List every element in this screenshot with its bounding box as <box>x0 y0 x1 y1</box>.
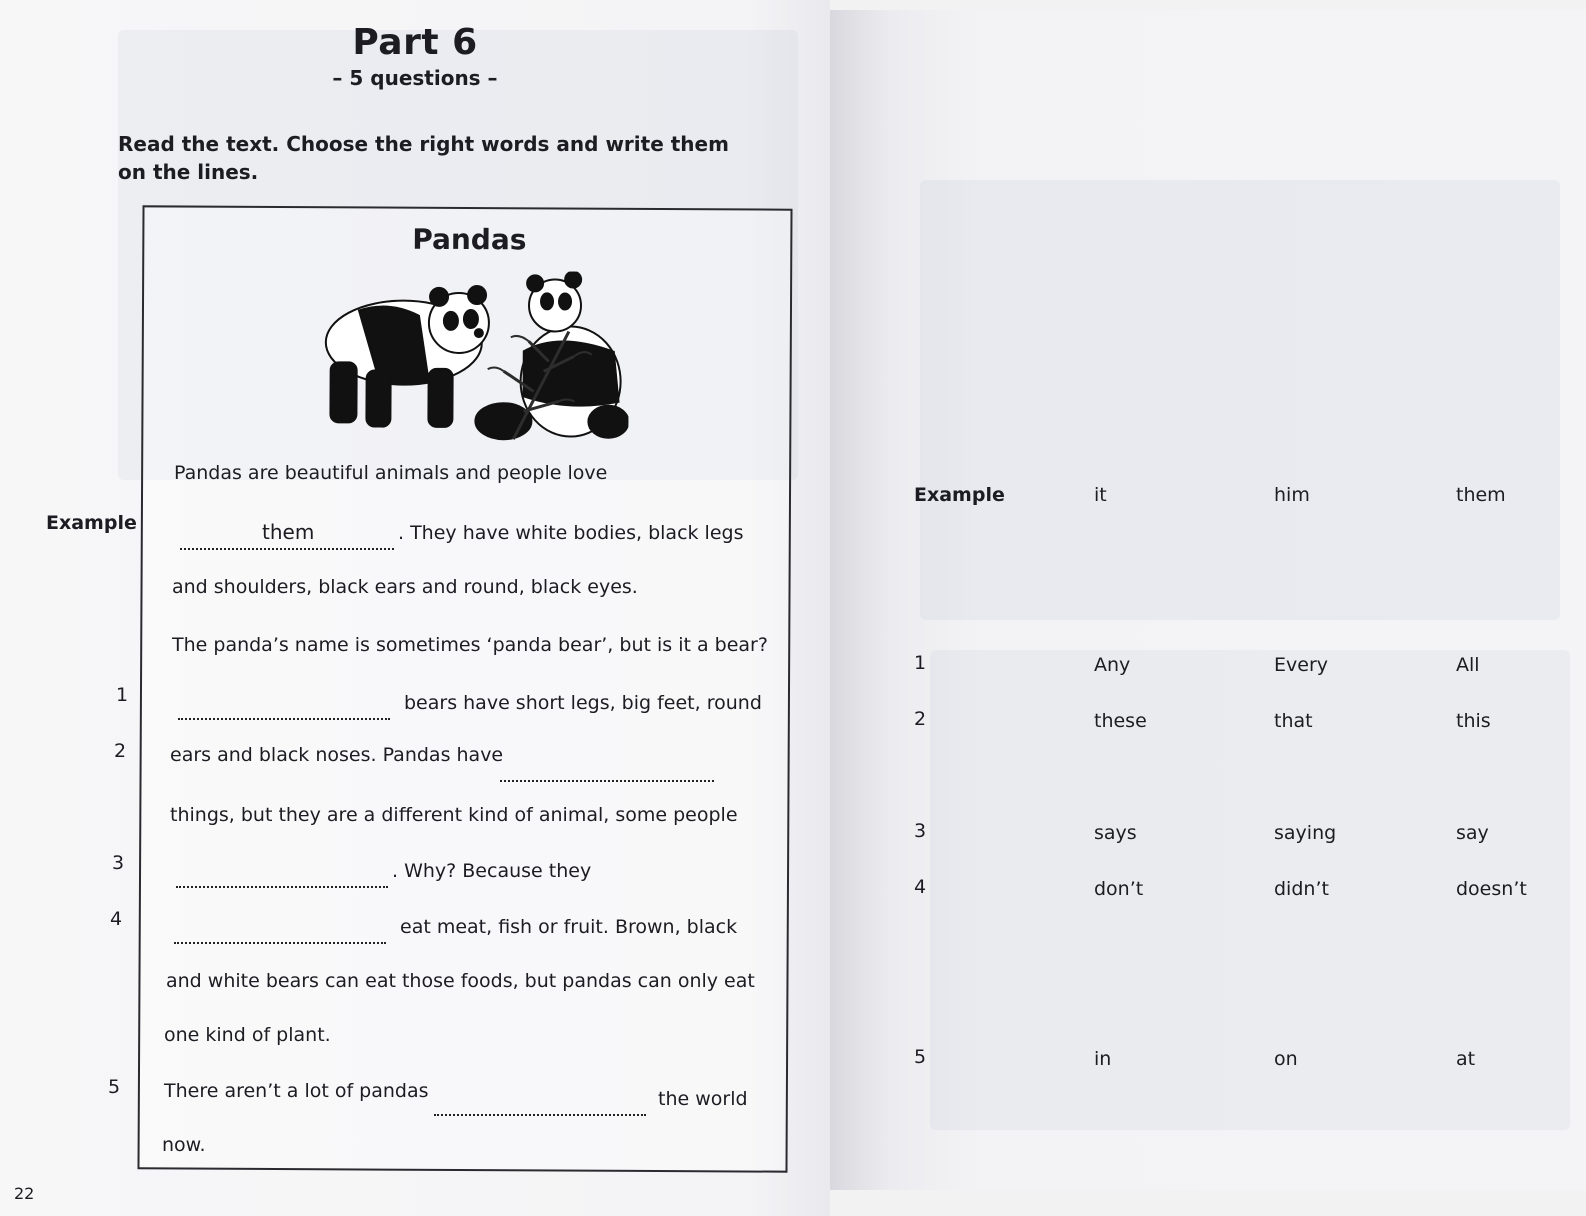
right-page <box>830 10 1586 1190</box>
answer-line-4[interactable] <box>174 942 386 944</box>
q1-option-a[interactable]: Any <box>1094 654 1131 676</box>
standing-panda <box>325 285 489 427</box>
option-row-number-2: 2 <box>914 708 927 730</box>
q4-option-a[interactable]: don’t <box>1094 878 1144 900</box>
example-answer: them <box>262 520 315 544</box>
text-line-9: eat meat, fish or fruit. Brown, black <box>400 916 738 938</box>
q2-option-c[interactable]: this <box>1456 710 1491 732</box>
q5-option-b[interactable]: on <box>1274 1048 1298 1070</box>
text-line-11: one kind of plant. <box>164 1024 331 1046</box>
right-example-label: Example <box>914 484 1005 506</box>
faded-background-illustration-right <box>920 180 1560 620</box>
answer-line-1[interactable] <box>178 718 390 720</box>
question-number-5: 5 <box>108 1076 121 1098</box>
example-option-a: it <box>1094 484 1107 506</box>
text-line-13: the world <box>658 1088 748 1110</box>
example-answer-line <box>180 548 394 550</box>
text-line-14: now. <box>162 1134 206 1156</box>
text-line-6: ears and black noses. Pandas have <box>170 744 504 766</box>
sitting-panda <box>475 271 629 440</box>
q5-option-c[interactable]: at <box>1456 1048 1476 1070</box>
page-title: Part 6 <box>352 22 478 63</box>
option-row-number-4: 4 <box>914 876 927 898</box>
option-row-number-1: 1 <box>914 652 927 674</box>
text-line-12: There aren’t a lot of pandas <box>164 1080 429 1102</box>
text-line-2: . They have white bodies, black legs <box>398 522 744 544</box>
example-option-b: him <box>1274 484 1310 506</box>
text-line-3: and shoulders, black ears and round, black eyes. <box>172 576 638 598</box>
q1-option-b[interactable]: Every <box>1274 654 1328 676</box>
text-line-1: Pandas are beautiful animals and people love <box>174 462 608 484</box>
page-number: 22 <box>14 1184 35 1203</box>
example-option-c: them <box>1456 484 1506 506</box>
q3-option-c[interactable]: say <box>1456 822 1489 844</box>
answer-line-5[interactable] <box>434 1114 646 1116</box>
question-number-3: 3 <box>112 852 125 874</box>
q1-option-c[interactable]: All <box>1456 654 1480 676</box>
text-line-7: things, but they are a different kind of animal, some people <box>170 804 738 826</box>
pandas-illustration <box>318 270 629 442</box>
option-row-number-3: 3 <box>914 820 927 842</box>
question-number-1: 1 <box>116 684 129 706</box>
question-number-4: 4 <box>110 908 123 930</box>
q3-option-a[interactable]: says <box>1094 822 1137 844</box>
text-line-8: . Why? Because they <box>392 860 592 882</box>
text-line-5: bears have short legs, big feet, round <box>404 692 762 714</box>
example-label: Example <box>46 512 137 534</box>
instructions: Read the text. Choose the right words and write them on the lines. <box>118 132 729 184</box>
option-row-number-5: 5 <box>914 1046 927 1068</box>
question-number-2: 2 <box>114 740 127 762</box>
answer-line-2[interactable] <box>500 780 714 782</box>
box-title: Pandas <box>412 222 527 257</box>
answer-line-3[interactable] <box>176 886 388 888</box>
text-line-10: and white bears can eat those foods, but pandas can only eat <box>166 970 755 992</box>
q4-option-b[interactable]: didn’t <box>1274 878 1329 900</box>
text-line-4: The panda’s name is sometimes ‘panda bear’, but is it a bear? <box>172 634 768 656</box>
page-subtitle: – 5 questions – <box>332 66 498 90</box>
q2-option-a[interactable]: these <box>1094 710 1147 732</box>
q5-option-a[interactable]: in <box>1094 1048 1112 1070</box>
q4-option-c[interactable]: doesn’t <box>1456 878 1527 900</box>
q3-option-b[interactable]: saying <box>1274 822 1337 844</box>
q2-option-b[interactable]: that <box>1274 710 1313 732</box>
